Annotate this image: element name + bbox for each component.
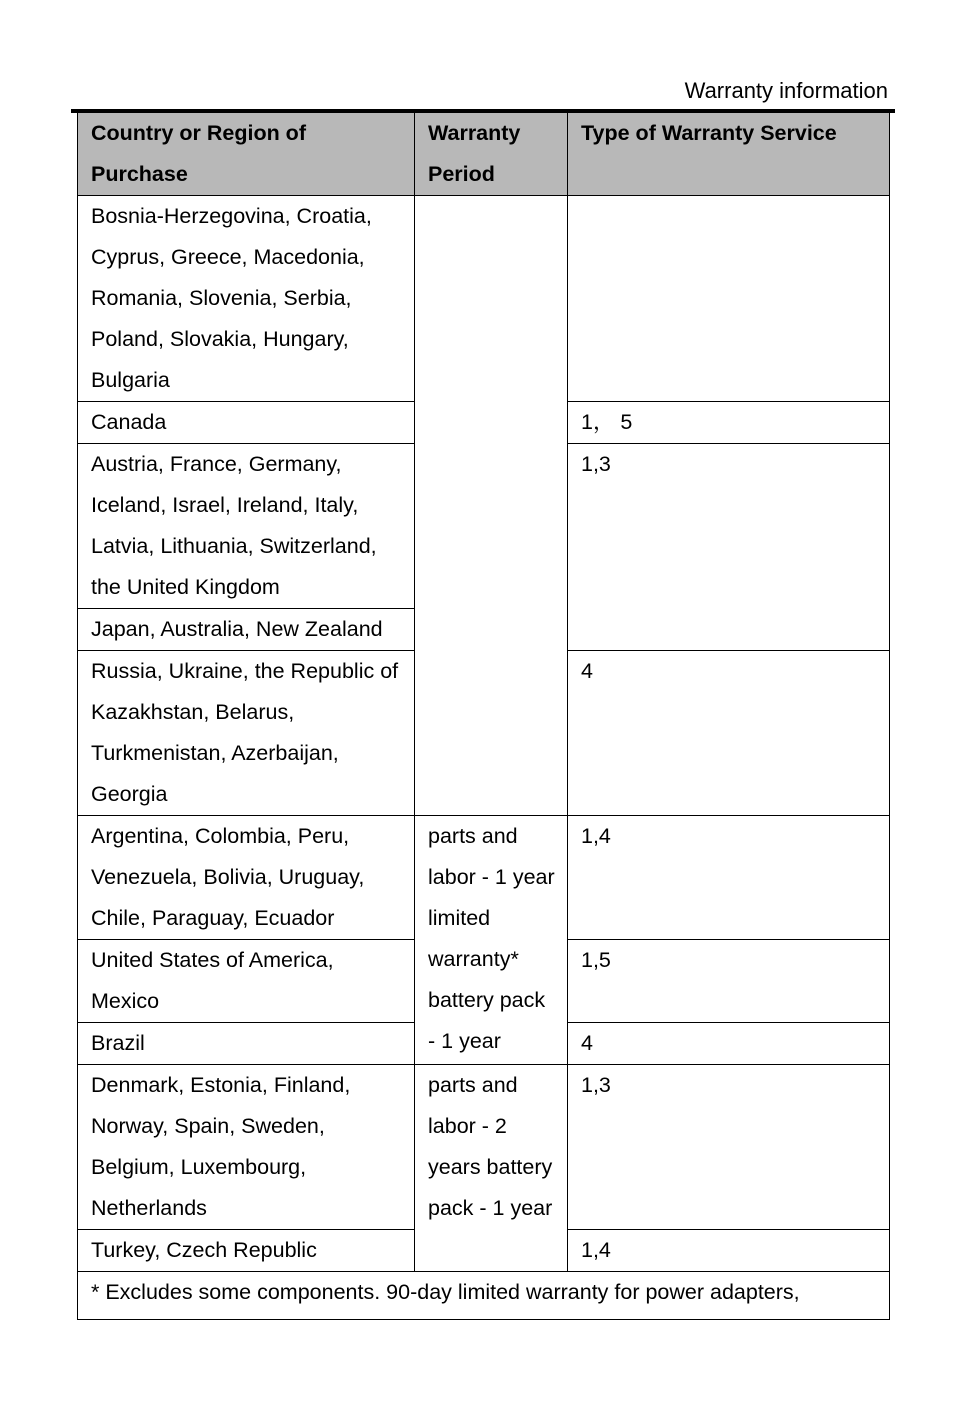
country-cell: Austria, France, Germany, Iceland, Israel, Ireland, Italy, Latvia, Lithuania, Switzerland, the United Kingdom	[78, 444, 415, 609]
service-type-cell: 4	[568, 651, 890, 816]
service-type-cell: 1， 5	[568, 402, 890, 444]
header-warranty-type: Type of Warranty Service	[568, 113, 890, 196]
running-header: Warranty information	[684, 78, 888, 103]
country-cell: Russia, Ukraine, the Republic of Kazakhstan, Belarus, Turkmenistan, Azerbaijan, Georgia	[78, 651, 415, 816]
country-cell: Denmark, Estonia, Finland, Norway, Spain, Sweden, Belgium, Luxembourg, Netherlands	[78, 1065, 415, 1230]
country-cell: Argentina, Colombia, Peru, Venezuela, Bolivia, Uruguay, Chile, Paraguay, Ecuador	[78, 816, 415, 940]
country-cell: Japan, Australia, New Zealand	[78, 609, 415, 651]
table-row	[78, 816, 890, 940]
service-type-cell: 1,4	[568, 816, 890, 940]
service-type-cell	[568, 196, 890, 402]
country-cell: Bosnia-Herzegovina, Croatia, Cyprus, Greece, Macedonia, Romania, Slovenia, Serbia, Poland, Slovakia, Hungary, Bulgaria	[78, 196, 415, 402]
service-type-cell: 1,3	[568, 444, 890, 651]
table-row	[78, 196, 890, 402]
footnote-row	[78, 1272, 890, 1320]
service-type-cell: 4	[568, 1023, 890, 1065]
country-cell: Turkey, Czech Republic	[78, 1230, 415, 1272]
country-cell: Brazil	[78, 1023, 415, 1065]
table-header-row	[78, 113, 890, 196]
country-cell: Canada	[78, 402, 415, 444]
service-type-cell: 1,4	[568, 1230, 890, 1272]
warranty-table	[77, 113, 890, 1320]
footnote: * Excludes some components. 90-day limited warranty for power adapters,	[78, 1272, 890, 1320]
country-cell: United States of America, Mexico	[78, 940, 415, 1023]
service-type-cell: 1,3	[568, 1065, 890, 1230]
warranty-period-cell: parts and labor - 2 years battery pack - 1 year	[415, 1065, 568, 1272]
service-type-cell: 1,5	[568, 940, 890, 1023]
header-warranty-period: Warranty Period	[415, 113, 568, 196]
warranty-period-cell: parts and labor - 1 year limited warranty* battery pack - 1 year	[415, 816, 568, 1065]
header-country: Country or Region of Purchase	[78, 113, 415, 196]
table-row	[78, 1065, 890, 1230]
warranty-period-cell	[415, 196, 568, 816]
